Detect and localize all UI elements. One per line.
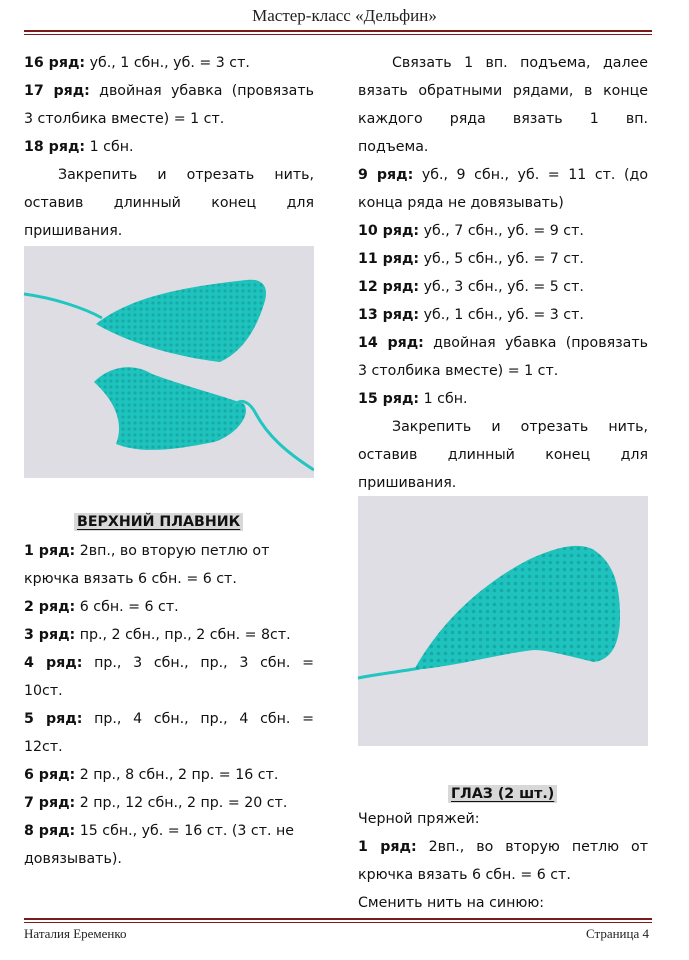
paragraph-line: вязать обратными рядами, в конце bbox=[358, 83, 648, 99]
page-header-title: Мастер-класс «Дельфин» bbox=[252, 6, 437, 25]
row-line: 8 ряд: 15 сбн., уб. = 16 ст. (3 ст. не bbox=[24, 823, 295, 839]
row-line: 1 ряд: 2вп., во вторую петлю от bbox=[358, 839, 648, 855]
paragraph-line: Сменить нить на синюю: bbox=[358, 895, 545, 911]
paragraph-line: каждого ряда вязать 1 вп. bbox=[358, 111, 648, 127]
row-line: 3 ряд: пр., 2 сбн., пр., 2 сбн. = 8ст. bbox=[24, 627, 291, 643]
row-line: крючка вязать 6 сбн. = 6 ст. bbox=[24, 571, 237, 587]
row-line: 10ст. bbox=[24, 683, 63, 699]
paragraph-line: крючка вязать 6 сбн. = 6 ст. bbox=[358, 867, 571, 883]
header-rule bbox=[24, 30, 652, 32]
section-heading-dorsal-fin: ВЕРХНИЙ ПЛАВНИК bbox=[74, 514, 243, 530]
section-heading-eye: ГЛАЗ (2 шт.) bbox=[448, 786, 557, 802]
paragraph-line: оставив длинный конец для bbox=[358, 447, 648, 463]
paragraph-line: пришивания. bbox=[24, 223, 123, 239]
row-line: 2 ряд: 6 сбн. = 6 ст. bbox=[24, 599, 179, 615]
paragraph-line: Связать 1 вп. подъема, далее bbox=[392, 55, 648, 71]
paragraph-line: Черной пряжей: bbox=[358, 811, 480, 827]
row-line: 16 ряд: уб., 1 сбн., уб. = 3 ст. bbox=[24, 55, 250, 71]
row-line: 10 ряд: уб., 7 сбн., уб. = 9 ст. bbox=[358, 223, 584, 239]
row-line: 3 столбика вместе) = 1 ст. bbox=[358, 363, 559, 379]
row-line: 14 ряд: двойная убавка (провязать bbox=[358, 335, 648, 351]
paragraph-line: оставив длинный конец для bbox=[24, 195, 314, 211]
paragraph-line: подъема. bbox=[358, 139, 429, 155]
row-line: 17 ряд: двойная убавка (провязать bbox=[24, 83, 314, 99]
row-line: 18 ряд: 1 сбн. bbox=[24, 139, 134, 155]
footer-rule-thin bbox=[24, 922, 652, 923]
row-line: 3 столбика вместе) = 1 ст. bbox=[24, 111, 225, 127]
row-line: 15 ряд: 1 сбн. bbox=[358, 391, 468, 407]
paragraph-line: Закрепить и отрезать нить, bbox=[392, 419, 648, 435]
row-line: 7 ряд: 2 пр., 12 сбн., 2 пр. = 20 ст. bbox=[24, 795, 288, 811]
footer-rule bbox=[24, 918, 652, 920]
fins-image bbox=[24, 246, 314, 478]
dorsal-fin-photo bbox=[358, 496, 648, 746]
row-line: 11 ряд: уб., 5 сбн., уб. = 7 ст. bbox=[358, 251, 584, 267]
paragraph-line: Закрепить и отрезать нить, bbox=[58, 167, 314, 183]
row-line: 5 ряд: пр., 4 сбн., пр., 4 сбн. = bbox=[24, 711, 314, 727]
row-line: 13 ряд: уб., 1 сбн., уб. = 3 ст. bbox=[358, 307, 584, 323]
footer-author: Наталия Еременко bbox=[24, 926, 127, 941]
dorsal-fin-image bbox=[358, 496, 648, 746]
row-line: 4 ряд: пр., 3 сбн., пр., 3 сбн. = bbox=[24, 655, 314, 671]
header-rule-thin bbox=[24, 34, 652, 35]
row-line: 12 ряд: уб., 3 сбн., уб. = 5 ст. bbox=[358, 279, 584, 295]
paragraph-line: пришивания. bbox=[358, 475, 457, 491]
row-line: 1 ряд: 2вп., во вторую петлю от bbox=[24, 543, 270, 559]
footer-page-number: Страница 4 bbox=[585, 926, 649, 941]
row-line: 12ст. bbox=[24, 739, 63, 755]
row-line: 6 ряд: 2 пр., 8 сбн., 2 пр. = 16 ст. bbox=[24, 767, 279, 783]
row-line: конца ряда не довязывать) bbox=[358, 195, 564, 211]
row-line: довязывать). bbox=[24, 851, 122, 867]
row-line: 9 ряд: уб., 9 сбн., уб. = 11 ст. (до bbox=[358, 167, 648, 183]
fins-photo bbox=[24, 246, 314, 478]
